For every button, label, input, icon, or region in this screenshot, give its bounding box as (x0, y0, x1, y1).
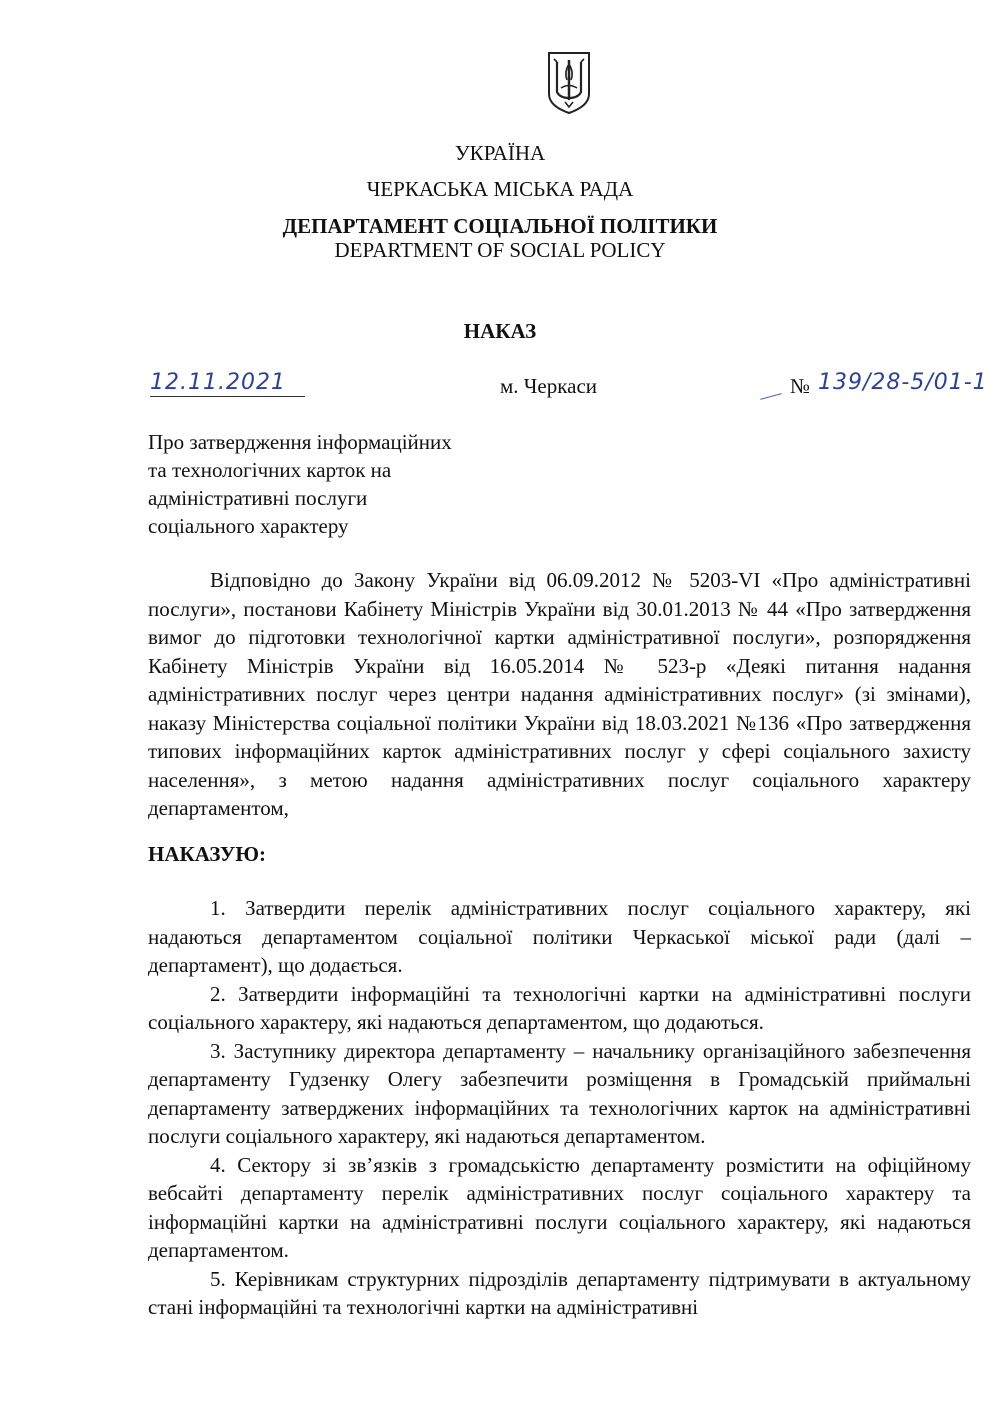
pen-dash (760, 393, 782, 400)
preamble-paragraph: Відповідно до Закону України від 06.09.2012 № 5203-VI «Про адміністративні послуги», постанови Кабінету Міністрів України від 30.01.2013 № 44 «Про затвердження вимог до підготовки технологічної картки адміністративної послуги», розпорядження Кабінету Міністрів України від 16.05.2014 № 523-р «Деякі питання надання адміністративних послуг через центри надання адміністративних послуг» (зі змінами), наказу Міністерства соціальної політики України від 18.03.2021 №136 «Про затвердження типових інформаційних карток адміністративних послуг у сфері соціального захисту населення», з метою надання адміністративних послуг соціального характеру департаментом, (148, 568, 971, 820)
order-item: 3. Заступнику директора департаменту – начальнику організаційного забезпечення департаменту Гудзенку Олегу забезпечити розміщення в Громадській приймальні департаменту затверджених інформаційних та технологічних карток на адміністративні послуги соціального характеру, які надаються департаментом. (148, 1038, 971, 1148)
order-item: 5. Керівникам структурних підрозділів департаменту підтримувати в актуальному стані інформаційні та технологічні картки на адміністративні (148, 1266, 971, 1319)
subject-line: Про затвердження інформаційних (148, 430, 452, 454)
header-department-en: DEPARTMENT OF SOCIAL POLICY (334, 238, 666, 262)
handwritten-date: 12.11.2021 (150, 370, 305, 397)
subject-line: та технологічних карток на (148, 458, 392, 482)
order-word: НАКАЗУЮ: (148, 842, 266, 866)
subject-line: соціального характеру (148, 514, 349, 538)
order-item: 1. Затвердити перелік адміністративних послуг соціального характеру, які надаються департаментом соціальної політики Черкаської міської ради (далі – департамент), що додається. (148, 896, 971, 977)
order-items (148, 894, 971, 1322)
number-label: № (790, 374, 811, 398)
order-item: 4. Сектору зі зв’язків з громадськістю департаменту розмістити на офіційному вебсайті департаменту перелік адміністративних послуг соціального характеру та інформаційні картки на адміністративні послуги соціального характеру, які надаються департаментом. (148, 1152, 971, 1262)
order-subject (148, 428, 452, 540)
handwritten-number: 139/28-5/01-1 (818, 370, 988, 395)
order-item: 2. Затвердити інформаційні та технологічні картки на адміністративні послуги соціального характеру, які надаються департаментом, що додаються. (148, 981, 971, 1034)
document-type-title: НАКАЗ (463, 319, 537, 343)
header-council: ЧЕРКАСЬКА МІСЬКА РАДА (366, 177, 634, 201)
header-country: УКРАЇНА (454, 141, 546, 165)
date-number-line (0, 370, 1000, 408)
subject-line: адміністративні послуги (148, 486, 368, 510)
trident-emblem-icon (546, 50, 592, 116)
header-department: ДЕПАРТАМЕНТ СОЦІАЛЬНОЇ ПОЛІТИКИ (282, 214, 718, 238)
city-name: м. Черкаси (500, 374, 598, 398)
